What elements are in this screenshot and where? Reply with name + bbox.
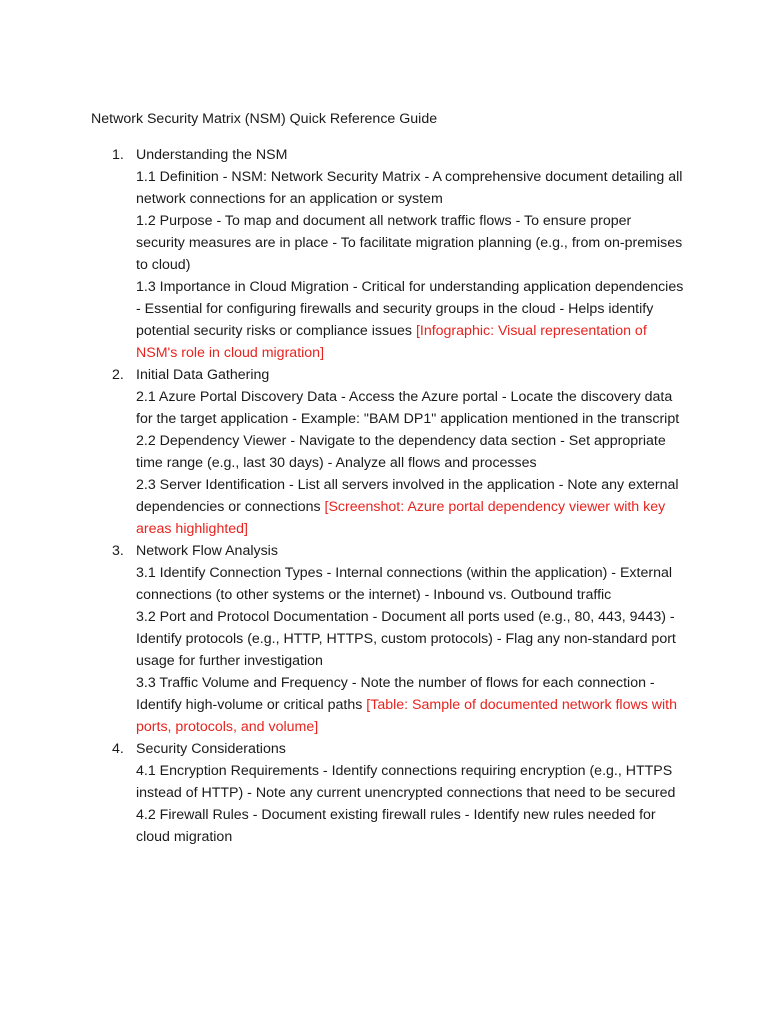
subsection-text: 2.1 Azure Portal Discovery Data - Access the Azure portal - Locate the discovery data for the target application - Example: "BAM DP1" application mentioned in the transcript: [136, 389, 680, 427]
subsection-paragraph: [0, 606, 684, 672]
section-title: Security Considerations: [136, 741, 286, 757]
subsection-paragraph: [0, 166, 684, 210]
placeholder-note: [Screenshot: Azure portal dependency viewer with key areas highlighted]: [136, 499, 666, 537]
subsection-text: 4.1 Encryption Requirements - Identify connections requiring encryption (e.g., HTTPS instead of HTTP) - Note any current unencrypted connections that need to be secured: [136, 763, 676, 801]
placeholder-note: [Table: Sample of documented network flows with ports, protocols, and volume]: [136, 697, 677, 735]
subsection-paragraph: [0, 210, 684, 276]
section-network-flow-analysis: [0, 540, 768, 738]
subsection-paragraph: [0, 672, 684, 738]
section-title: Network Flow Analysis: [136, 543, 278, 559]
subsection-paragraph: [0, 760, 684, 804]
placeholder-note: [Infographic: Visual representation of NSM's role in cloud migration]: [136, 323, 647, 361]
section-title: Understanding the NSM: [136, 147, 288, 163]
section-number: 3.: [112, 543, 124, 559]
subsection-text: 3.2 Port and Protocol Documentation - Document all ports used (e.g., 80, 443, 9443) - Identify protocols (e.g., HTTP, HTTPS, custom protocols) - Flag any non-standard port usage for further investigation: [136, 609, 676, 669]
subsection-paragraph: [0, 276, 684, 364]
section-heading: [0, 540, 768, 562]
section-number: 4.: [112, 741, 124, 757]
section-understanding-nsm: [0, 144, 768, 364]
subsection-text: 3.1 Identify Connection Types - Internal connections (within the application) - External connections (to other systems or the internet) - Inbound vs. Outbound traffic: [136, 565, 673, 603]
subsection-text: 3.3 Traffic Volume and Frequency - Note the number of flows for each connection - Identify high-volume or critical paths: [136, 675, 655, 713]
section-number: 2.: [112, 367, 124, 383]
subsection-text: 1.1 Definition - NSM: Network Security Matrix - A comprehensive document detailing all network connections for an application or system: [136, 169, 683, 207]
subsection-paragraph: [0, 804, 684, 848]
document-title: Network Security Matrix (NSM) Quick Reference Guide: [91, 111, 438, 127]
subsection-paragraph: [0, 386, 684, 430]
section-number: 1.: [112, 147, 124, 163]
subsection-text: 2.2 Dependency Viewer - Navigate to the dependency data section - Set appropriate time range (e.g., last 30 days) - Analyze all flows and processes: [136, 433, 666, 471]
section-list: [0, 144, 768, 848]
subsection-text: 1.2 Purpose - To map and document all network traffic flows - To ensure proper security measures are in place - To facilitate migration planning (e.g., from on-premises to cloud): [136, 213, 683, 273]
section-heading: [0, 144, 768, 166]
subsection-paragraph: [0, 474, 684, 540]
section-heading: [0, 364, 768, 386]
subsection-text: 4.2 Firewall Rules - Document existing firewall rules - Identify new rules needed for cloud migration: [136, 807, 656, 845]
section-title: Initial Data Gathering: [136, 367, 270, 383]
section-heading: [0, 738, 768, 760]
section-security-considerations: [0, 738, 768, 848]
subsection-paragraph: [0, 562, 684, 606]
section-initial-data-gathering: [0, 364, 768, 540]
subsection-paragraph: [0, 430, 684, 474]
subsection-text: 1.3 Importance in Cloud Migration - Critical for understanding application dependencies - Essential for configuring firewalls and security groups in the cloud - Helps identify potential security risks or compliance issues: [136, 279, 684, 339]
subsection-text: 2.3 Server Identification - List all servers involved in the application - Note any external dependencies or connections: [136, 477, 679, 515]
